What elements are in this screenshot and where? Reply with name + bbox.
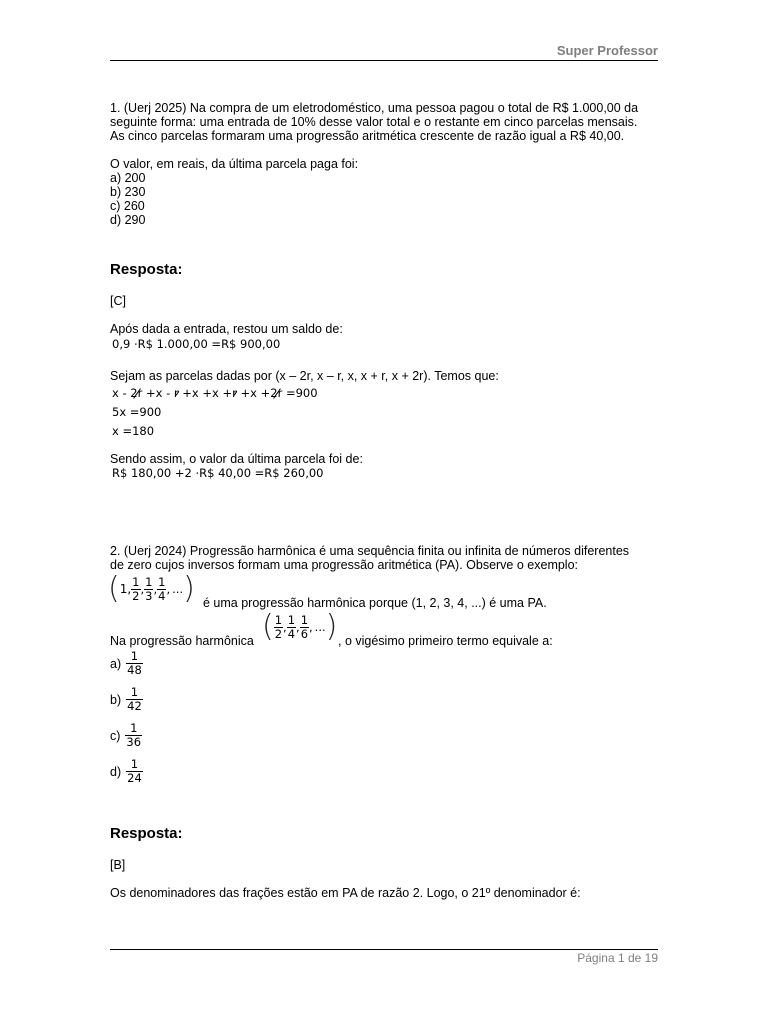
ph-fraction-1: $\frac{1}{2}$ <box>274 612 283 641</box>
q1-statement-line-1: 1. (Uerj 2025) Na compra de um eletrodoméstico, uma pessoa pagou o total de R$ 1.000,00 da <box>110 101 639 115</box>
option-a-fraction: $\frac{1}{48}$ <box>127 649 142 677</box>
header-rule <box>110 60 658 61</box>
q1-number: 1 <box>110 101 117 115</box>
q1-resposta-title: Resposta: <box>110 261 183 278</box>
option-d-fraction: $\frac{1}{24}$ <box>127 757 142 785</box>
cancel-r-1: r <box>173 386 179 400</box>
example-fraction-3: $\frac{1}{4}$ <box>158 574 166 603</box>
q1-prompt: O valor, em reais, da última parcela paga foi: <box>110 157 359 171</box>
example-fraction-2: $\frac{1}{3}$ <box>145 574 153 603</box>
ph-fraction-2: $\frac{1}{4}$ <box>287 612 296 641</box>
q2-ph-tail: , o vigésimo primeiro termo equivale a: <box>338 634 553 648</box>
q1-equation-3: 5x =900 <box>112 405 162 419</box>
q1-solution-final: Sendo assim, o valor da última parcela foi de: <box>110 452 363 466</box>
example-ellipsis: ... <box>172 582 184 596</box>
q2-resposta-title: Resposta: <box>110 825 183 842</box>
q2-option-b: b) $\frac{1}{42}$ <box>110 685 142 713</box>
q1-equation-5: R$ 180,00 +2 ⋅R$ 40,00 =R$ 260,00 <box>112 466 324 480</box>
example-one: 1, <box>119 582 132 596</box>
option-b-fraction: $\frac{1}{42}$ <box>127 685 142 713</box>
q1-answer: [C] <box>110 294 126 308</box>
q1-option-d: d) 290 <box>110 213 146 227</box>
right-paren: ) <box>325 609 338 644</box>
q1-option-a: a) 200 <box>110 171 146 185</box>
cancel-2r-2: 2r <box>270 386 283 400</box>
q1-equation-1: 0,9 ⋅R$ 1.000,00 =R$ 900,00 <box>112 337 281 351</box>
cancel-2r-1: 2r <box>130 386 143 400</box>
footer-rule <box>110 949 658 950</box>
q2-ph-label: Na progressão harmônica <box>110 634 254 648</box>
q1-statement-line-3: As cinco parcelas formaram uma progressão aritmética crescente de razão igual a R$ 40,00. <box>110 129 625 143</box>
ph-fraction-3: $\frac{1}{6}$ <box>300 612 309 641</box>
q2-option-d: d) $\frac{1}{24}$ <box>110 757 142 785</box>
q1-statement-line-2: seguinte forma: uma entrada de 10% desse valor total e o restante em cinco parcelas mensais. <box>110 115 638 129</box>
left-paren: ( <box>108 571 120 606</box>
q2-statement-line-2: de zero cujos inversos formam uma progressão aritmética (PA). Observe o exemplo: <box>110 558 579 572</box>
q1-solution-intro: Após dada a entrada, restou um saldo de: <box>110 322 343 336</box>
q2-answer: [B] <box>110 858 126 872</box>
q2-option-c: c) $\frac{1}{36}$ <box>110 721 142 749</box>
option-c-fraction: $\frac{1}{36}$ <box>126 721 142 749</box>
q2-example-text: é uma progressão harmônica porque (1, 2, 3, 4, ...) é uma PA. <box>203 596 547 610</box>
example-fraction-1: $\frac{1}{2}$ <box>132 574 140 603</box>
q1-option-b: b) 230 <box>110 185 146 199</box>
q2-ph-sequence: ( $\frac{1}{2}$ , $\frac{1}{4}$ , $\frac{1}{6}$ , ... ) <box>262 609 338 644</box>
q2-solution-intro: Os denominadores das frações estão em PA de razão 2. Logo, o 21º denominador é: <box>110 886 581 900</box>
cancel-r-2: r <box>232 386 237 400</box>
q1-equation-2: x - 2r +x - r +x +x +r +x +2r =900 <box>112 386 318 400</box>
ph-ellipsis: ... <box>314 620 326 634</box>
page-number: Página 1 de 19 <box>577 951 658 965</box>
q1-option-c: c) 260 <box>110 199 145 213</box>
q2-number: 2 <box>110 544 117 558</box>
q1-solution-sejam: Sejam as parcelas dadas por (x – 2r, x – r, x, x + r, x + 2r). Temos que: <box>110 369 499 383</box>
right-paren: ) <box>183 571 195 606</box>
left-paren: ( <box>262 609 274 644</box>
q1-equation-4: x =180 <box>112 424 155 438</box>
header-brand: Super Professor <box>556 43 658 58</box>
q2-statement-line-1: 2. (Uerj 2024) Progressão harmônica é uma sequência finita ou infinita de números diferentes <box>110 544 630 558</box>
q2-example-sequence: ( 1, $\frac{1}{2}$ , $\frac{1}{3}$ , $\frac{1}{4}$ , ... ) <box>108 571 195 606</box>
q2-option-a: a) $\frac{1}{48}$ <box>110 649 142 677</box>
